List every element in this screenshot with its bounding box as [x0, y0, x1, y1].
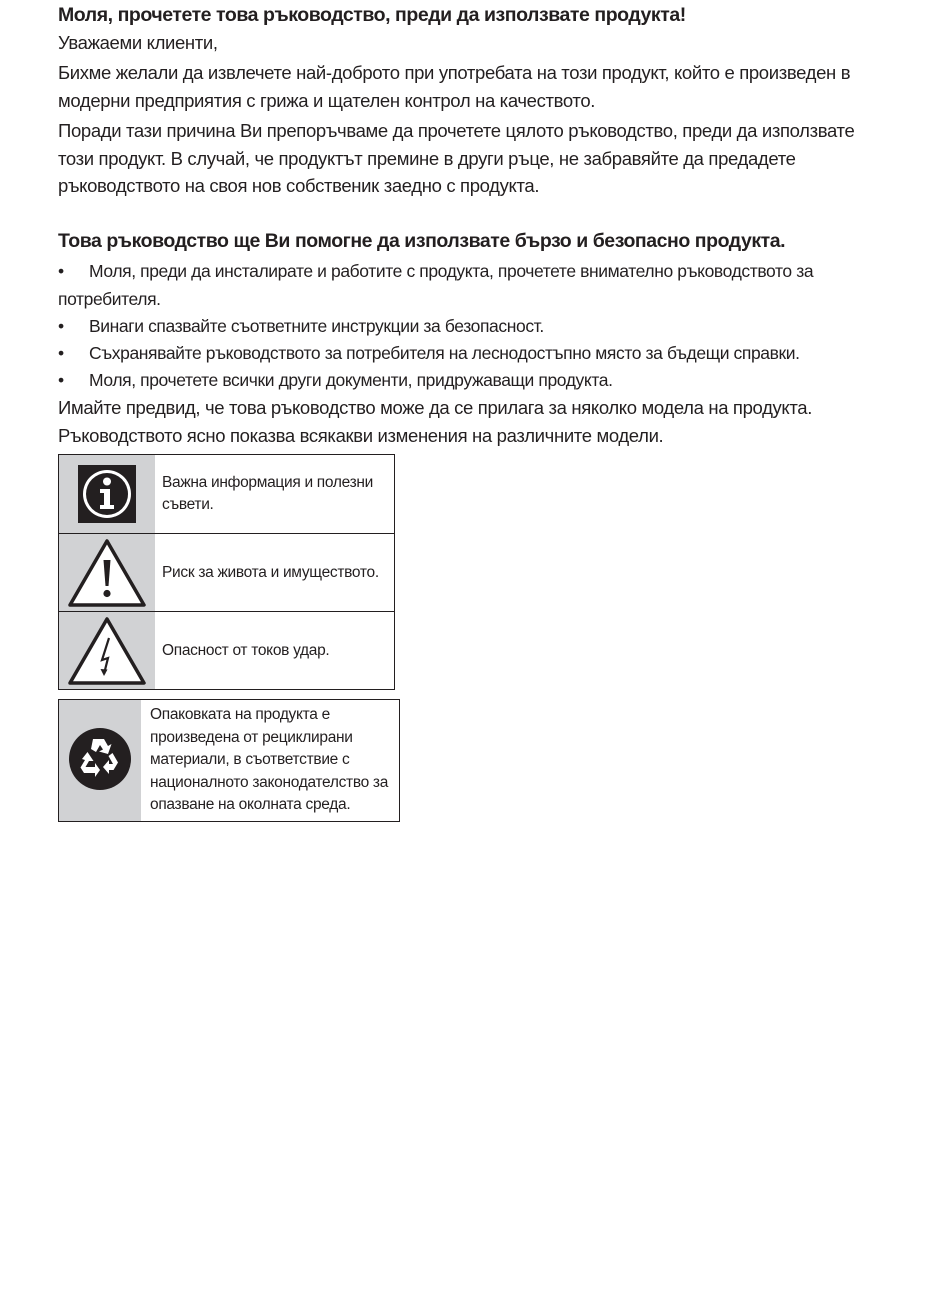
symbols-table — [58, 454, 395, 690]
bullet-marker: • — [58, 343, 64, 363]
models-note-paragraph: Имайте предвид, че това ръководство може да се прилага за няколко модела на продукта. Ръководството ясно показва всякакви изменения на различните модели. — [58, 397, 813, 446]
bullet-marker: • — [58, 261, 64, 281]
info-icon — [59, 455, 155, 533]
bullet-item — [58, 313, 898, 341]
bullet-marker: • — [58, 316, 64, 336]
bullet-item — [58, 258, 878, 313]
manual-help-heading: Това ръководство ще Ви помогне да използвате бързо и безопасно продукта. — [58, 230, 786, 252]
intro-paragraph: Бихме желали да извлечете най-доброто при употребата на този продукт, който е произведен в модерни предприятия с грижа и щателен контрол на качеството. — [58, 62, 851, 111]
recycle-text: Опаковката на продукта е произведена от рециклирани материали, в съответствие с националното законодателство за опазване на околната среда. — [150, 706, 389, 813]
bullet-text: Съхранявайте ръководството за потребителя на леснодостъпно място за бъдещи справки. — [89, 343, 800, 363]
bullet-item — [58, 340, 898, 368]
recommendation-paragraph: Поради тази причина Ви препоръчваме да прочетете цялото ръководство, преди да използвате този продукт. В случай, че продуктът премине в други ръце, не забравяйте да предадете ръководството на своя нов собственик заедно с продукта. — [58, 120, 855, 196]
symbol-text: Риск за живота и имуществото. — [162, 563, 379, 581]
bullet-text: Моля, преди да инсталирате и работите с продукта, прочетете внимателно ръководството за потребителя. — [58, 261, 814, 309]
symbol-row-info — [59, 455, 394, 533]
electric-shock-icon — [59, 612, 155, 689]
recycle-icon — [59, 700, 141, 821]
warning-icon — [59, 534, 155, 611]
symbol-row-electric — [59, 611, 394, 689]
bullet-text: Моля, прочетете всички други документи, придружаващи продукта. — [89, 370, 613, 390]
bullet-item — [58, 367, 898, 395]
symbol-text: Важна информация и полезни съвети. — [162, 474, 374, 513]
symbol-text: Опасност от токов удар. — [162, 641, 330, 659]
greeting: Уважаеми клиенти, — [58, 32, 218, 53]
bullet-text: Винаги спазвайте съответните инструкции за безопасност. — [89, 316, 544, 336]
symbol-row-warning — [59, 533, 394, 611]
read-manual-heading: Моля, прочетете това ръководство, преди да използвате продукта! — [58, 4, 686, 26]
bullet-marker: • — [58, 370, 64, 390]
recycle-info-box — [58, 699, 400, 822]
